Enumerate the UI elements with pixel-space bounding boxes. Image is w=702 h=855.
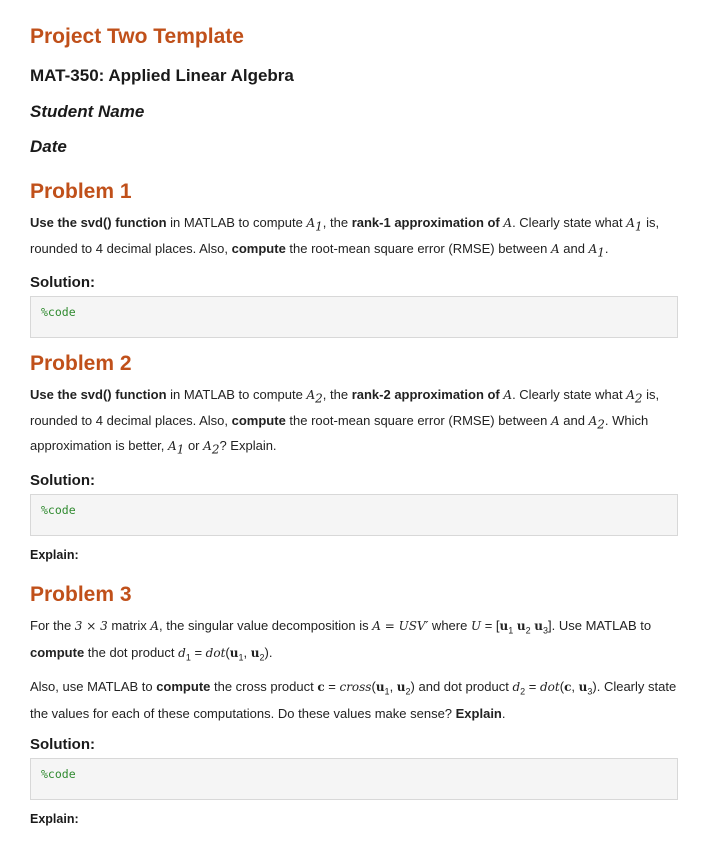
document-title: Project Two Template	[30, 25, 244, 48]
course-title: MAT-350: Applied Linear Algebra	[30, 66, 294, 85]
problem-3-solution-label: Solution:	[30, 735, 95, 753]
problem-2-code-box[interactable]	[30, 494, 678, 536]
problem-2-solution-label: Solution:	[30, 471, 95, 489]
problem-3-text-1: For the 3 × 3 matrix A, the singular value decomposition is A = USV′ where $U = [u_1$ $u_2$ $u_3$]. Use MATLAB to compute the dot product $d_1 = dot(u_1$, $u_2$).	[30, 618, 652, 663]
problem-3-code: %code	[41, 766, 76, 781]
date-field: Date	[30, 137, 67, 156]
problem-1-section	[30, 180, 678, 338]
problem-1-code-box[interactable]	[30, 296, 678, 338]
student-name: Student Name	[30, 102, 145, 121]
problem-3-text-2: Also, use MATLAB to compute the cross product $c = cross(u_1$, $u_2$) and dot product $d_2 = dot(c$, $u_3$). Clearly state the values for each of these computations. Do these values make sense? Explain.	[30, 679, 677, 721]
problem-1-code: %code	[41, 305, 76, 320]
problem-1-solution-label: Solution:	[30, 274, 95, 292]
problem-2-text: Use the svd() function in MATLAB to compute $A_2$, the rank-2 approximation of A. Clearly state what $A_2$ is, rounded to 4 decimal places. Also, compute the root-mean square error (RMSE) between A and $A_2$. Which approximation is better, $A_1$ or $A_2$? Explain.	[30, 387, 660, 457]
problem-2-explain-label: Explain:	[30, 547, 79, 562]
problem-1-text: Use the svd() function in MATLAB to compute $A_1$, the rank-1 approximation of A. Clearly state what $A_1$ is, rounded to 4 decimal places. Also, compute the root-mean square error (RMSE) between A and $A_1$.	[30, 215, 660, 260]
problem-3-code-box[interactable]	[30, 758, 678, 800]
problem-2-title: Problem 2	[30, 352, 132, 375]
problem-2-code: %code	[41, 502, 76, 517]
problem-3-explain-label: Explain:	[30, 811, 79, 826]
problem-2-section	[30, 352, 678, 562]
problem-1-title: Problem 1	[30, 180, 132, 203]
problem-3-section	[30, 583, 678, 826]
problem-3-title: Problem 3	[30, 583, 132, 606]
